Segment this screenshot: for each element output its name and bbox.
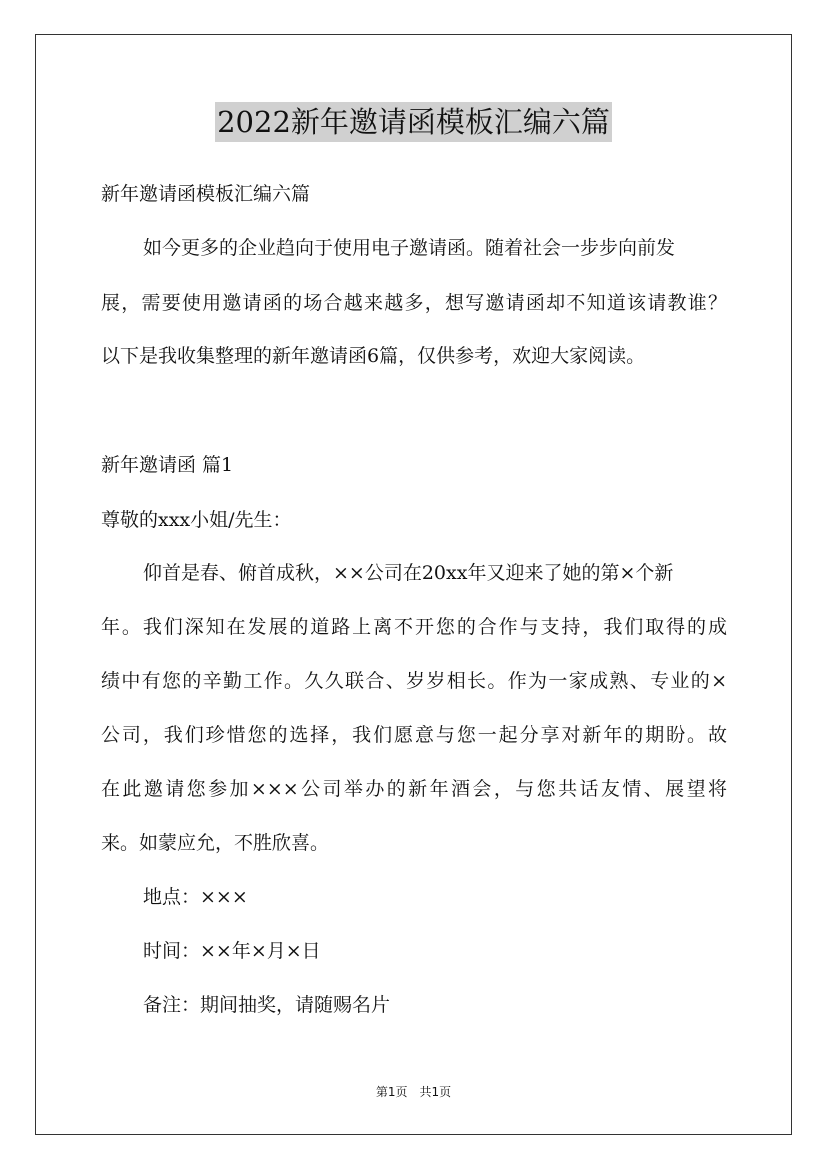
section-heading: 新年邀请函 篇1 bbox=[101, 454, 234, 476]
event-note: 备注：期间抽奖，请随赐名片 bbox=[143, 994, 391, 1016]
body-line-1: 仰首是春、俯首成秋，××公司在20xx年又迎来了她的第×个新 bbox=[143, 562, 674, 584]
body-line-4: 公司，我们珍惜您的选择，我们愿意与您一起分享对新年的期盼。故 bbox=[101, 724, 727, 746]
event-time: 时间：××年×月×日 bbox=[143, 940, 321, 962]
intro-line-1: 如今更多的企业趋向于使用电子邀请函。随着社会一步步向前发 bbox=[143, 237, 676, 259]
event-location: 地点：××× bbox=[143, 886, 248, 908]
body-line-6: 来。如蒙应允，不胜欣喜。 bbox=[101, 832, 330, 854]
body-line-5: 在此邀请您参加×××公司举办的新年酒会，与您共话友情、展望将 bbox=[101, 778, 727, 800]
body-line-2: 年。我们深知在发展的道路上离不开您的合作与支持，我们取得的成 bbox=[101, 616, 727, 638]
intro-line-2: 展，需要使用邀请函的场合越来越多，想写邀请函却不知道该请教谁？ bbox=[101, 292, 727, 314]
page-indicator: 第1页 共1页 bbox=[375, 1085, 452, 1099]
document-subtitle: 新年邀请函模板汇编六篇 bbox=[101, 183, 311, 205]
salutation: 尊敬的xxx小姐/先生： bbox=[101, 509, 292, 531]
title-container bbox=[0, 102, 827, 142]
intro-line-3: 以下是我收集整理的新年邀请函6篇，仅供参考，欢迎大家阅读。 bbox=[101, 345, 646, 367]
document-title: 2022新年邀请函模板汇编六篇 bbox=[215, 102, 612, 142]
body-line-3: 绩中有您的辛勤工作。久久联合、岁岁相长。作为一家成熟、专业的× bbox=[101, 670, 727, 692]
